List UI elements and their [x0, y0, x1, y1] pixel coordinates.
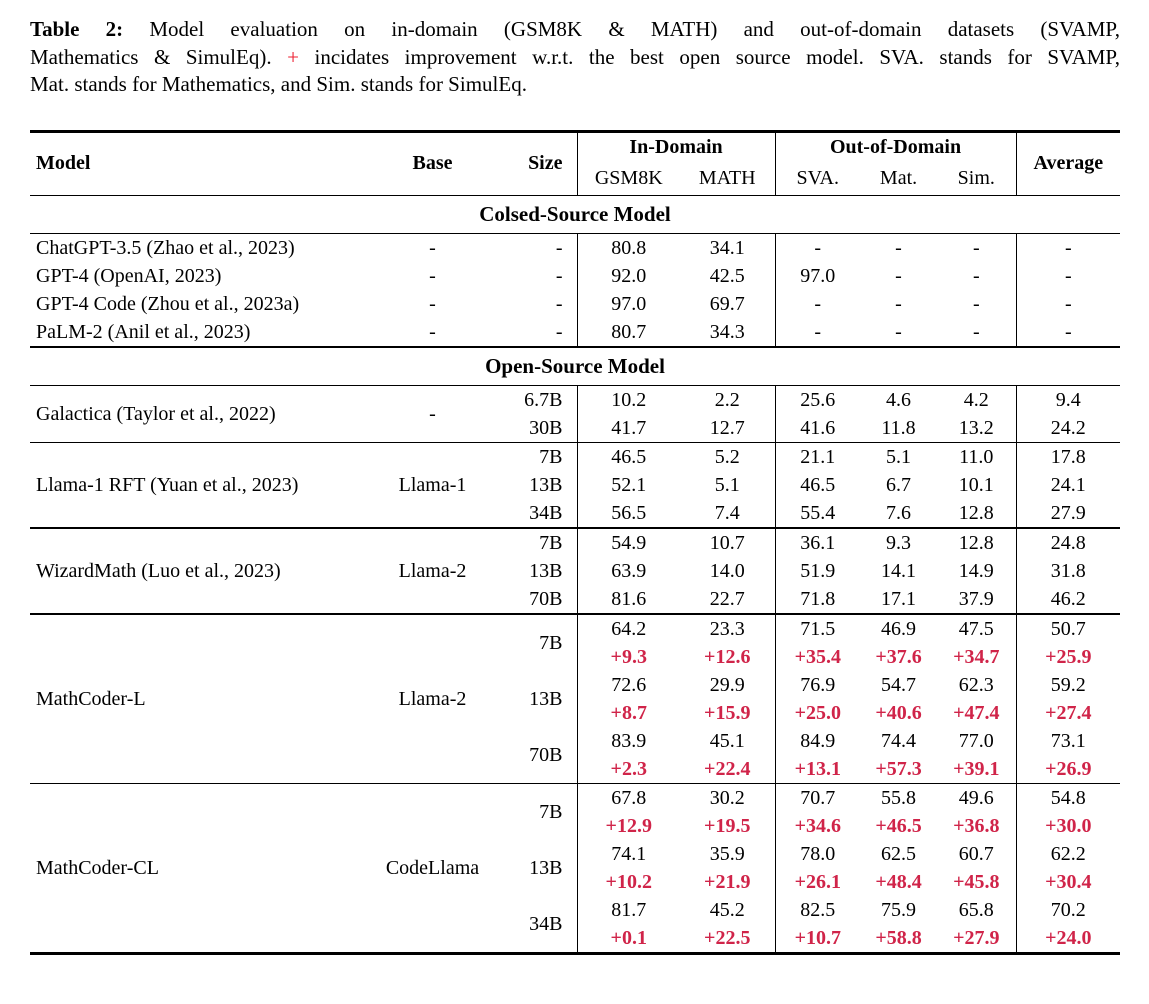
table-header [30, 131, 1120, 195]
metric-value: 7.6 [860, 499, 937, 528]
metric-value: 22.7 [680, 585, 775, 614]
metric-value: 50.7 [1016, 614, 1120, 643]
metric-value: - [972, 264, 980, 287]
improvement-value: +22.5 [680, 924, 775, 954]
metric-value: 35.9 [709, 842, 745, 865]
metric-value: 54.8 [1016, 783, 1120, 812]
model-size: 70B [495, 727, 577, 784]
metric-value: 83.9 [577, 727, 680, 755]
model-size: 30B [495, 414, 577, 443]
metric-value: 54.9 [577, 528, 680, 557]
metric-value: 65.8 [958, 898, 994, 921]
metric-value: 72.6 [577, 671, 680, 699]
improvement-value: +10.2 [577, 868, 680, 896]
model-size: 13B [529, 687, 563, 710]
metric-value: 63.9 [577, 557, 680, 585]
metric-value: 23.3 [709, 617, 745, 640]
header-gsm8k: GSM8K [577, 163, 680, 196]
header-average: Average [1016, 131, 1120, 195]
metric-value: 41.7 [577, 414, 680, 443]
caption-line-3 [30, 71, 1120, 99]
base-model: Llama-2 [370, 614, 495, 784]
improvement-value: +22.4 [680, 755, 775, 784]
model-size: 70B [495, 585, 577, 614]
model-size: - [495, 318, 577, 347]
metric-value: 10.1 [958, 473, 994, 496]
improvement-value: +58.8 [860, 924, 937, 954]
table-row [30, 290, 1120, 318]
metric-value: 6.7 [886, 473, 912, 496]
metric-value: 34.3 [680, 318, 775, 347]
metric-value: 82.5 [775, 896, 860, 924]
metric-value: 36.1 [775, 528, 860, 557]
metric-value: 80.7 [577, 318, 680, 347]
base-model: - [429, 292, 436, 315]
base-model: Llama-1 [370, 442, 495, 528]
metric-value: 55.4 [775, 499, 860, 528]
metric-value: 34.1 [709, 236, 745, 259]
metric-value: 59.2 [1016, 671, 1120, 699]
metric-value: 45.1 [709, 729, 745, 752]
model-size: 34B [495, 896, 577, 954]
metric-value: 81.6 [577, 585, 680, 614]
metric-value: 62.3 [958, 673, 994, 696]
table-row [30, 442, 1120, 471]
metric-value: - [860, 318, 937, 347]
metric-value: - [775, 318, 860, 347]
caption-text-line1: Model evaluation on in-domain (GSM8K & MATH) and out-of-domain datasets (SVAMP, [149, 17, 1120, 41]
improvement-value: +46.5 [875, 814, 922, 837]
metric-value: 70.2 [1016, 896, 1120, 924]
metric-value: 92.0 [577, 262, 680, 290]
model-size: 6.7B [524, 388, 563, 411]
metric-value: 60.7 [958, 842, 994, 865]
header-base: Base [370, 131, 495, 195]
metric-value: 47.5 [958, 617, 994, 640]
improvement-value: +19.5 [704, 814, 751, 837]
model-size: 7B [539, 631, 563, 654]
improvement-value: +48.4 [875, 870, 922, 893]
metric-value: - [972, 292, 980, 315]
section-title: Colsed-Source Model [30, 195, 1120, 233]
table-row [30, 528, 1120, 557]
improvement-value: +15.9 [704, 701, 751, 724]
metric-value: 76.9 [775, 671, 860, 699]
metric-value: 10.7 [709, 531, 745, 554]
metric-value: 75.9 [881, 898, 917, 921]
metric-value: 4.6 [886, 388, 912, 411]
improvement-value: +21.9 [704, 870, 751, 893]
metric-value: 51.9 [775, 557, 860, 585]
table-row [30, 318, 1120, 347]
metric-value: - [895, 264, 902, 287]
metric-value: 12.8 [937, 499, 1016, 528]
improvement-value: +10.7 [775, 924, 860, 954]
table-row [30, 233, 1120, 262]
metric-value: 31.8 [1016, 557, 1120, 585]
model-size: 13B [529, 856, 563, 879]
table-body [30, 195, 1120, 953]
metric-value: 25.6 [775, 385, 860, 414]
caption-text-line2b: incidates improvement w.r.t. the best open source model. SVA. stands for SVAMP, [314, 44, 1121, 69]
model-name: GPT-4 (OpenAI, 2023) [36, 264, 222, 287]
model-name: GPT-4 Code (Zhou et al., 2023a) [36, 292, 300, 315]
improvement-value: +45.8 [953, 870, 1000, 893]
metric-value: 5.1 [886, 445, 912, 468]
metric-value: - [775, 290, 860, 318]
metric-value: 17.1 [860, 585, 937, 614]
metric-value: 69.7 [709, 292, 745, 315]
improvement-value: +26.1 [775, 868, 860, 896]
metric-value: 80.8 [577, 233, 680, 262]
metric-value: 74.1 [577, 840, 680, 868]
improvement-value: +40.6 [875, 701, 922, 724]
improvement-value: +24.0 [1016, 924, 1120, 954]
model-name: MathCoder-CL [30, 783, 370, 953]
improvement-value: +27.9 [937, 924, 1016, 954]
improvement-value: +12.9 [577, 812, 680, 840]
metric-value: 11.0 [959, 445, 994, 468]
metric-value: 30.2 [709, 786, 745, 809]
improvement-value: +30.0 [1016, 812, 1120, 840]
base-model: - [429, 264, 436, 287]
metric-value: 17.8 [1016, 442, 1120, 471]
header-in-domain: In-Domain [577, 131, 775, 163]
metric-value: 2.2 [714, 388, 740, 411]
metric-value: 73.1 [1016, 727, 1120, 755]
metric-value: 70.7 [775, 783, 860, 812]
table-row [30, 614, 1120, 643]
metric-value: 46.2 [1016, 585, 1120, 614]
metric-value: 46.9 [881, 617, 917, 640]
caption-label: Table 2: [30, 17, 124, 41]
improvement-value: +25.0 [775, 699, 860, 727]
metric-value: 12.7 [680, 414, 775, 443]
metric-value: 13.2 [937, 414, 1016, 443]
improvement-value: +34.6 [775, 812, 860, 840]
base-model: CodeLlama [370, 783, 495, 953]
metric-value: 21.1 [775, 442, 860, 471]
improvement-value: +27.4 [1016, 699, 1120, 727]
metric-value: 12.8 [958, 531, 994, 554]
metric-value: 64.2 [577, 614, 680, 643]
metric-value: 62.5 [881, 842, 917, 865]
model-size: 7B [539, 445, 563, 468]
model-name: WizardMath (Luo et al., 2023) [30, 528, 370, 614]
base-model: - [370, 385, 495, 442]
metric-value: 24.2 [1016, 414, 1120, 443]
improvement-value: +2.3 [577, 755, 680, 784]
header-sim: Sim. [937, 163, 1016, 196]
metric-value: 49.6 [958, 786, 994, 809]
metric-value: 14.9 [958, 559, 994, 582]
header-out-of-domain: Out-of-Domain [775, 131, 1016, 163]
model-name: MathCoder-L [30, 614, 370, 784]
caption-text-line3: Mat. stands for Mathematics, and Sim. stands for SimulEq. [30, 72, 527, 96]
metric-value: 27.9 [1016, 499, 1120, 528]
metric-value: - [1016, 318, 1120, 347]
metric-value: 14.0 [709, 559, 745, 582]
metric-value: 56.5 [577, 499, 680, 528]
improvement-value: +37.6 [875, 645, 922, 668]
model-size: 7B [539, 800, 563, 823]
table-row [30, 262, 1120, 290]
caption-line-1 [30, 16, 1120, 44]
section-title-row [30, 195, 1120, 233]
improvement-value: +26.9 [1016, 755, 1120, 784]
metric-value: 78.0 [775, 840, 860, 868]
header-mat: Mat. [860, 163, 937, 196]
base-model: - [429, 236, 436, 259]
model-size: 13B [529, 473, 563, 496]
improvement-value: +57.3 [860, 755, 937, 784]
metric-value: 37.9 [937, 585, 1016, 614]
metric-value: 71.8 [775, 585, 860, 614]
improvement-value: +35.4 [775, 643, 860, 671]
table-row [30, 783, 1120, 812]
improvement-value: +8.7 [577, 699, 680, 727]
base-model: Llama-2 [370, 528, 495, 614]
metric-value: 46.5 [775, 471, 860, 499]
metric-value: 42.5 [709, 264, 745, 287]
metric-value: 97.0 [775, 262, 860, 290]
metric-value: 29.9 [709, 673, 745, 696]
improvement-value: +9.3 [577, 643, 680, 671]
model-size: - [555, 236, 563, 259]
metric-value: 10.2 [577, 385, 680, 414]
model-name: Llama-1 RFT (Yuan et al., 2023) [30, 442, 370, 528]
header-math: MATH [680, 163, 775, 196]
improvement-value: +39.1 [937, 755, 1016, 784]
caption-plus-symbol: + [287, 44, 299, 69]
metric-value: 4.2 [963, 388, 989, 411]
metric-value: - [1016, 290, 1120, 318]
table-row [30, 385, 1120, 414]
metric-value: - [895, 292, 902, 315]
base-model: - [370, 318, 495, 347]
metric-value: 84.9 [775, 727, 860, 755]
model-size: - [555, 264, 563, 287]
metric-value: 97.0 [577, 290, 680, 318]
metric-value: 71.5 [775, 614, 860, 643]
model-size: 34B [495, 499, 577, 528]
header-model: Model [30, 131, 370, 195]
metric-value: 5.2 [714, 445, 740, 468]
metric-value: 41.6 [775, 414, 860, 443]
metric-value: 54.7 [881, 673, 917, 696]
header-size: Size [495, 131, 577, 195]
metric-value: - [972, 236, 980, 259]
metric-value: 9.3 [886, 531, 912, 554]
model-evaluation-table [30, 130, 1120, 955]
metric-value: - [775, 233, 860, 262]
metric-value: 14.1 [881, 559, 917, 582]
model-size: - [555, 292, 563, 315]
model-name: Galactica (Taylor et al., 2022) [30, 385, 370, 442]
section-title-row [30, 347, 1120, 386]
section-title: Open-Source Model [30, 347, 1120, 386]
metric-value: 74.4 [881, 729, 917, 752]
model-size: 7B [539, 531, 563, 554]
caption-text-line2a: Mathematics & SimulEq). [30, 44, 272, 69]
metric-value: 11.8 [860, 414, 937, 443]
metric-value: 67.8 [577, 783, 680, 812]
improvement-value: +36.8 [953, 814, 1000, 837]
improvement-value: +47.4 [953, 701, 1000, 724]
table-caption [30, 16, 1120, 99]
metric-value: 9.4 [1016, 385, 1120, 414]
caption-line-2 [30, 44, 1120, 72]
header-sva: SVA. [775, 163, 860, 196]
metric-value: 7.4 [680, 499, 775, 528]
improvement-value: +0.1 [577, 924, 680, 954]
metric-value: 77.0 [958, 729, 994, 752]
metric-value: 46.5 [577, 442, 680, 471]
metric-value: - [937, 318, 1016, 347]
metric-value: - [1016, 233, 1120, 262]
model-size: 13B [529, 559, 563, 582]
metric-value: 45.2 [709, 898, 745, 921]
metric-value: 5.1 [714, 473, 740, 496]
header-group-row [30, 131, 1120, 163]
metric-value: 81.7 [577, 896, 680, 924]
improvement-value: +12.6 [704, 645, 751, 668]
metric-value: - [1016, 262, 1120, 290]
metric-value: 24.1 [1016, 471, 1120, 499]
metric-value: 52.1 [577, 471, 680, 499]
metric-value: - [895, 236, 902, 259]
improvement-value: +34.7 [953, 645, 1000, 668]
improvement-value: +30.4 [1016, 868, 1120, 896]
improvement-value: +13.1 [775, 755, 860, 784]
improvement-value: +25.9 [1016, 643, 1120, 671]
metric-value: 24.8 [1016, 528, 1120, 557]
metric-value: 55.8 [881, 786, 917, 809]
model-name: ChatGPT-3.5 (Zhao et al., 2023) [36, 236, 295, 259]
metric-value: 62.2 [1016, 840, 1120, 868]
model-name: PaLM-2 (Anil et al., 2023) [30, 318, 370, 347]
